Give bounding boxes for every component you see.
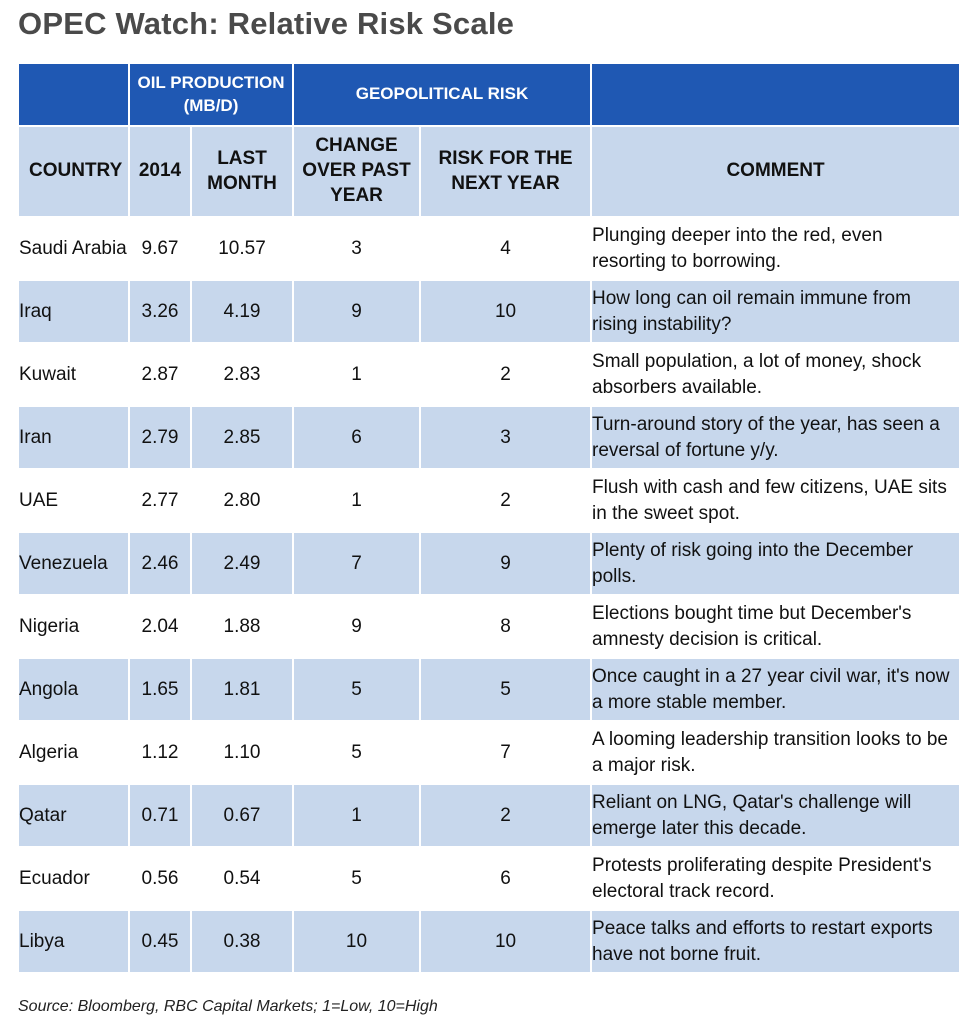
column-header-risk-next: RISK FOR THE NEXT YEAR xyxy=(420,126,591,217)
cell-risk-change: 9 xyxy=(293,280,420,343)
cell-production-last-month: 4.19 xyxy=(191,280,293,343)
table-row xyxy=(18,910,960,973)
source-note: Source: Bloomberg, RBC Capital Markets; 1=Low, 10=High xyxy=(18,998,438,1015)
table-row xyxy=(18,595,960,658)
cell-production-2014: 2.79 xyxy=(129,406,191,469)
cell-comment: Plunging deeper into the red, even resorting to borrowing. xyxy=(591,217,960,280)
group-header-blank-left xyxy=(18,63,129,126)
cell-comment: Reliant on LNG, Qatar's challenge will emerge later this decade. xyxy=(591,784,960,847)
cell-risk-change: 10 xyxy=(293,910,420,973)
cell-risk-next-year: 10 xyxy=(420,280,591,343)
cell-country: Iran xyxy=(18,406,129,469)
cell-production-last-month: 2.80 xyxy=(191,469,293,532)
column-header-row xyxy=(18,126,960,217)
cell-production-2014: 2.46 xyxy=(129,532,191,595)
cell-production-2014: 0.71 xyxy=(129,784,191,847)
cell-country: Libya xyxy=(18,910,129,973)
cell-production-2014: 1.65 xyxy=(129,658,191,721)
cell-country: Kuwait xyxy=(18,343,129,406)
cell-risk-change: 1 xyxy=(293,469,420,532)
cell-risk-next-year: 2 xyxy=(420,343,591,406)
cell-risk-next-year: 3 xyxy=(420,406,591,469)
group-header-oil-production-label: OIL PRODUCTION (MB/D) xyxy=(137,72,285,115)
cell-comment: Protests proliferating despite President's electoral track record. xyxy=(591,847,960,910)
cell-production-last-month: 10.57 xyxy=(191,217,293,280)
table-row xyxy=(18,721,960,784)
cell-production-last-month: 2.83 xyxy=(191,343,293,406)
cell-comment: Elections bought time but December's amnesty decision is critical. xyxy=(591,595,960,658)
cell-country: Iraq xyxy=(18,280,129,343)
cell-production-last-month: 1.81 xyxy=(191,658,293,721)
cell-production-2014: 2.87 xyxy=(129,343,191,406)
cell-risk-change: 7 xyxy=(293,532,420,595)
cell-comment: A looming leadership transition looks to be a major risk. xyxy=(591,721,960,784)
cell-risk-next-year: 2 xyxy=(420,784,591,847)
cell-comment: Peace talks and efforts to restart exports have not borne fruit. xyxy=(591,910,960,973)
table-row xyxy=(18,343,960,406)
cell-production-last-month: 0.38 xyxy=(191,910,293,973)
page-title: OPEC Watch: Relative Risk Scale xyxy=(18,6,515,41)
cell-risk-change: 1 xyxy=(293,343,420,406)
cell-country: Saudi Arabia xyxy=(18,217,129,280)
cell-country: Ecuador xyxy=(18,847,129,910)
cell-production-2014: 2.77 xyxy=(129,469,191,532)
cell-production-2014: 0.45 xyxy=(129,910,191,973)
cell-risk-next-year: 4 xyxy=(420,217,591,280)
cell-production-2014: 1.12 xyxy=(129,721,191,784)
cell-risk-next-year: 6 xyxy=(420,847,591,910)
cell-country: UAE xyxy=(18,469,129,532)
column-header-last-month: LAST MONTH xyxy=(191,126,293,217)
cell-comment: Flush with cash and few citizens, UAE sits in the sweet spot. xyxy=(591,469,960,532)
cell-risk-change: 6 xyxy=(293,406,420,469)
cell-production-last-month: 0.67 xyxy=(191,784,293,847)
column-header-country: COUNTRY xyxy=(18,126,129,217)
cell-production-2014: 0.56 xyxy=(129,847,191,910)
table-row xyxy=(18,469,960,532)
cell-risk-change: 5 xyxy=(293,721,420,784)
cell-production-last-month: 2.85 xyxy=(191,406,293,469)
table-row xyxy=(18,280,960,343)
table-row xyxy=(18,658,960,721)
cell-country: Algeria xyxy=(18,721,129,784)
column-header-change: CHANGE OVER PAST YEAR xyxy=(293,126,420,217)
cell-risk-next-year: 10 xyxy=(420,910,591,973)
cell-country: Nigeria xyxy=(18,595,129,658)
cell-production-last-month: 1.88 xyxy=(191,595,293,658)
cell-risk-change: 5 xyxy=(293,847,420,910)
table-row xyxy=(18,217,960,280)
cell-risk-change: 1 xyxy=(293,784,420,847)
table-body xyxy=(18,217,960,973)
group-header-blank-right xyxy=(591,63,960,126)
cell-production-2014: 3.26 xyxy=(129,280,191,343)
cell-country: Qatar xyxy=(18,784,129,847)
table-row xyxy=(18,406,960,469)
column-header-2014: 2014 xyxy=(129,126,191,217)
cell-risk-next-year: 7 xyxy=(420,721,591,784)
table-row xyxy=(18,784,960,847)
cell-production-2014: 9.67 xyxy=(129,217,191,280)
table-row xyxy=(18,847,960,910)
cell-comment: How long can oil remain immune from rising instability? xyxy=(591,280,960,343)
cell-risk-next-year: 2 xyxy=(420,469,591,532)
cell-risk-next-year: 5 xyxy=(420,658,591,721)
cell-production-last-month: 1.10 xyxy=(191,721,293,784)
cell-risk-change: 5 xyxy=(293,658,420,721)
cell-country: Angola xyxy=(18,658,129,721)
cell-production-last-month: 2.49 xyxy=(191,532,293,595)
group-header-oil-production xyxy=(129,63,293,126)
risk-table xyxy=(17,62,961,974)
cell-comment: Small population, a lot of money, shock absorbers available. xyxy=(591,343,960,406)
cell-production-2014: 2.04 xyxy=(129,595,191,658)
cell-risk-next-year: 8 xyxy=(420,595,591,658)
group-header-geopolitical-risk: GEOPOLITICAL RISK xyxy=(293,63,591,126)
cell-comment: Once caught in a 27 year civil war, it's now a more stable member. xyxy=(591,658,960,721)
table-row xyxy=(18,532,960,595)
cell-comment: Plenty of risk going into the December polls. xyxy=(591,532,960,595)
cell-production-last-month: 0.54 xyxy=(191,847,293,910)
cell-country: Venezuela xyxy=(18,532,129,595)
group-header-row xyxy=(18,63,960,126)
cell-comment: Turn-around story of the year, has seen a reversal of fortune y/y. xyxy=(591,406,960,469)
cell-risk-change: 9 xyxy=(293,595,420,658)
cell-risk-next-year: 9 xyxy=(420,532,591,595)
column-header-comment: COMMENT xyxy=(591,126,960,217)
cell-risk-change: 3 xyxy=(293,217,420,280)
